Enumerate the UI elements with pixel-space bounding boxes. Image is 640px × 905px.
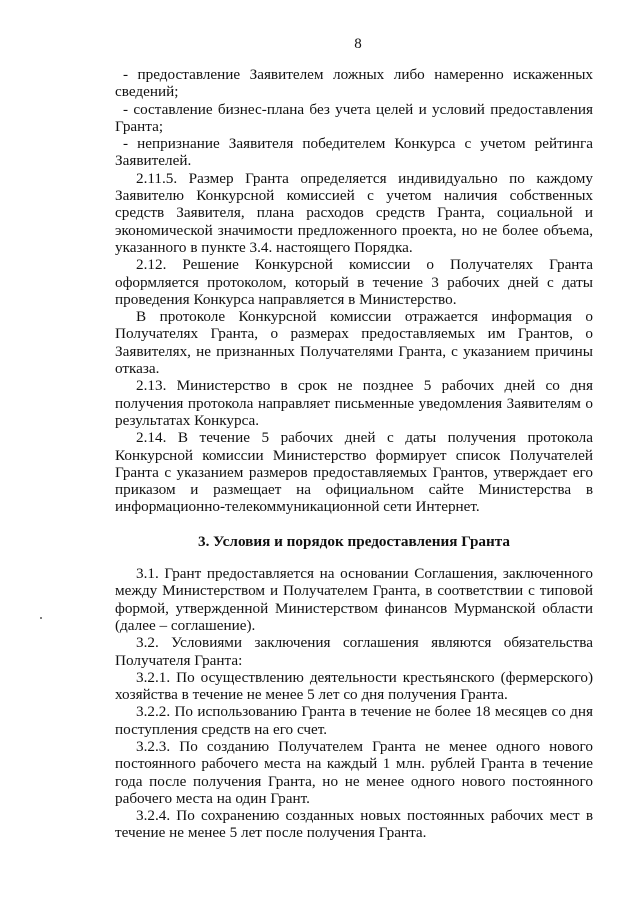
paragraph-3-2-4: 3.2.4. По сохранению созданных новых постоянных рабочих мест в течение не менее 5 лет после получения Гранта.	[115, 807, 593, 842]
list-item-business-plan: - составление бизнес-плана без учета целей и условий предоставления Гранта;	[115, 100, 593, 135]
paragraph-2-14: 2.14. В течение 5 рабочих дней с даты получения протокола Конкурсной комиссии Министерство формирует список Получателей Гранта с указанием размеров предоставляемых Грантов, утверждает его приказом и размещает на официальном сайте Министерства в информационно-телекоммуникационной сети Интернет.	[115, 429, 593, 516]
scan-speck	[40, 617, 42, 619]
paragraph-3-2-2: 3.2.2. По использованию Гранта в течение не более 18 месяцев со дня поступления средств на его счет.	[115, 703, 593, 738]
list-item-not-winner: - непризнание Заявителя победителем Конкурса с учетом рейтинга Заявителей.	[115, 135, 593, 170]
document-body	[115, 66, 593, 842]
paragraph-3-2: 3.2. Условиями заключения соглашения являются обязательства Получателя Гранта:	[115, 634, 593, 669]
paragraph-2-11-5: 2.11.5. Размер Гранта определяется индивидуально по каждому Заявителю Конкурсной комиссией с учетом наличия собственных средств Заявителя, плана расходов средств Гранта, социальной и экономической значимости предложенного проекта, но не более объема, указанного в пункте 3.4. настоящего Порядка.	[115, 169, 593, 256]
paragraph-3-2-1: 3.2.1. По осуществлению деятельности крестьянского (фермерского) хозяйства в течение не менее 5 лет со дня получения Гранта.	[115, 668, 593, 704]
paragraph-3-1: 3.1. Грант предоставляется на основании Соглашения, заключенного между Министерством и Получателем Гранта, в соответствии с типовой формой, утвержденной Министерством финансов Мурманской области (далее – соглашение).	[115, 565, 593, 634]
paragraph-2-13: 2.13. Министерство в срок не позднее 5 рабочих дней со дня получения протокола направляет письменные уведомления Заявителям о результатах Конкурса.	[115, 377, 593, 429]
paragraph-2-12: 2.12. Решение Конкурсной комиссии о Получателях Гранта оформляется протоколом, который в течение 3 рабочих дней с даты проведения Конкурса направляется в Министерство.	[115, 256, 593, 308]
page-number: 8	[354, 36, 362, 52]
section-3-heading: 3. Условия и порядок предоставления Гранта	[197, 532, 511, 550]
paragraph-3-2-3: 3.2.3. По созданию Получателем Гранта не менее одного нового постоянного рабочего места на каждый 1 млн. рублей Гранта в течение года после получения Гранта, но не менее одного нового постоянного рабочего места на один Грант.	[115, 737, 593, 807]
section-3-paragraphs	[115, 565, 593, 842]
paragraph-protocol-info: В протоколе Конкурсной комиссии отражается информация о Получателях Гранта, о размерах предоставляемых им Грантов, о Заявителях, не признанных Получателями Гранта, с указанием причины отказа.	[115, 308, 593, 378]
paragraphs-before-section-3	[115, 66, 593, 516]
list-item-false-info: - предоставление Заявителем ложных либо намеренно искаженных сведений;	[115, 66, 593, 101]
